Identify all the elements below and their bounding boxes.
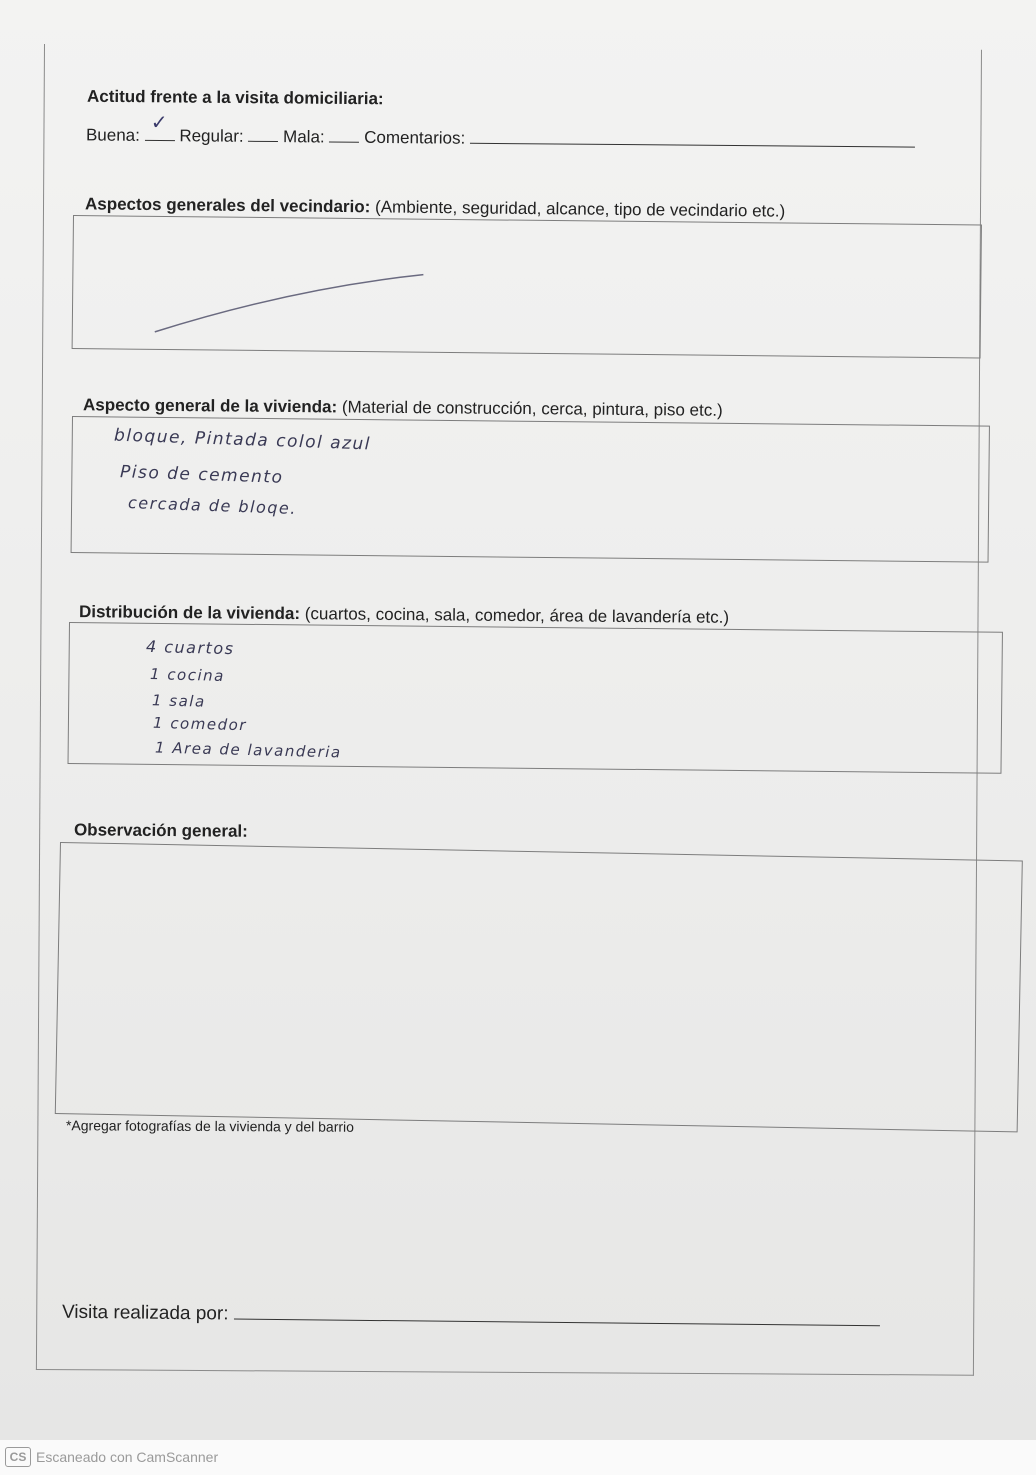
distribution-line: 1 comedor <box>152 713 248 735</box>
housing-line: cercada de bloqe. <box>127 493 298 518</box>
distribution-title: Distribución de la vivienda: <box>78 602 301 624</box>
distribution-hint: (cuartos, cocina, sala, comedor, área de lavandería etc.) <box>304 604 730 627</box>
distribution-line: 4 cuartos <box>145 636 235 659</box>
comentarios-field[interactable] <box>470 129 915 148</box>
buena-check-mark: ✓ <box>150 111 168 135</box>
observation-box[interactable] <box>55 842 1023 1132</box>
pen-stroke-icon <box>73 216 981 357</box>
camscanner-watermark: Escaneado con CamScanner <box>36 1449 219 1465</box>
neighborhood-hint: (Ambiente, seguridad, alcance, tipo de vecindario etc.) <box>374 197 786 221</box>
housing-line: bloque, Pintada colol azul <box>113 425 372 455</box>
regular-label: Regular: <box>179 126 244 146</box>
housing-hint: (Material de construcción, cerca, pintura, piso etc.) <box>341 397 723 420</box>
mala-field[interactable] <box>329 128 359 143</box>
comentarios-label: Comentarios: <box>364 127 466 148</box>
buena-label: Buena: <box>85 125 140 145</box>
mala-label: Mala: <box>283 127 325 147</box>
signature-label: Visita realizada por: <box>61 1301 229 1325</box>
distribution-line: 1 Area de lavanderia <box>154 738 342 762</box>
observation-title: Observación general: <box>73 820 248 841</box>
camscanner-logo-icon: CS <box>5 1447 31 1467</box>
regular-field[interactable] <box>248 127 278 142</box>
neighborhood-box[interactable] <box>72 215 982 359</box>
photo-note: *Agregar fotografías de la vivienda y del barrio <box>65 1117 354 1135</box>
attitude-title: Actitud frente a la visita domiciliaria: <box>86 86 384 109</box>
buena-field[interactable] <box>145 111 175 141</box>
distribution-line: 1 sala <box>151 691 206 711</box>
housing-line: Piso de cemento <box>119 462 284 488</box>
neighborhood-title: Aspectos generales del vecindario: <box>84 194 371 217</box>
distribution-line: 1 cocina <box>149 665 226 685</box>
housing-title: Aspecto general de la vivienda: <box>82 395 338 417</box>
